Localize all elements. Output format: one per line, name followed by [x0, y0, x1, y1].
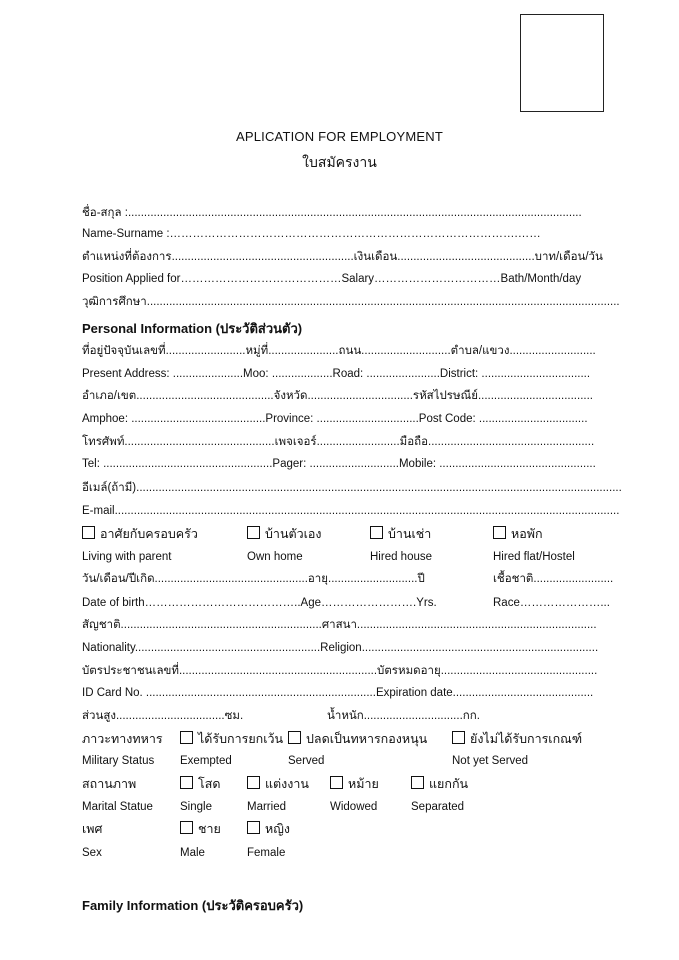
living-label-hired-house: Hired house: [370, 551, 433, 563]
birth-en-field[interactable]: Date of birth…………………………………..Age…………………….Yrs.: [82, 597, 437, 609]
living-option-family[interactable]: อาศัยกับครอบครัว: [82, 526, 198, 541]
sex-option-female[interactable]: หญิง: [247, 821, 290, 836]
marital-option-single[interactable]: โสด: [180, 776, 220, 791]
military-option-not-served[interactable]: ยังไม่ได้รับการเกณฑ์: [452, 731, 582, 746]
photo-box: [520, 14, 604, 112]
marital-option-married[interactable]: แต่งงาน: [247, 776, 309, 791]
living-option-own-home[interactable]: บ้านตัวเอง: [247, 526, 322, 541]
marital-widowed-en: Widowed: [330, 801, 378, 813]
checkbox[interactable]: [411, 776, 424, 789]
amphoe-en-field[interactable]: Amphoe: ..........................................Province: ................................Post Code: ..................................: [82, 413, 588, 425]
weight-field[interactable]: น้ำหนัก...............................กก.: [327, 710, 480, 722]
id-card-en-field[interactable]: ID Card No. ........................................................................Expiration date............................................: [82, 687, 594, 699]
checkbox[interactable]: [180, 821, 193, 834]
checkbox[interactable]: [370, 526, 383, 539]
race-en-field[interactable]: Race…………………...: [493, 597, 610, 609]
checkbox[interactable]: [288, 731, 301, 744]
marital-single-en: Single: [180, 801, 212, 813]
checkbox[interactable]: [493, 526, 506, 539]
sex-female-en: Female: [247, 847, 286, 859]
military-label-en: Military Status: [82, 755, 155, 767]
sex-label-en: Sex: [82, 847, 102, 859]
checkbox[interactable]: [180, 731, 193, 744]
checkbox[interactable]: [247, 776, 260, 789]
personal-info-heading: Personal Information (ประวัติส่วนตัว): [82, 321, 303, 336]
sex-male-en: Male: [180, 847, 205, 859]
checkbox[interactable]: [180, 776, 193, 789]
sex-option-male[interactable]: ชาย: [180, 821, 221, 836]
military-option-served[interactable]: ปลดเป็นทหารกองหนุน: [288, 731, 427, 746]
checkbox[interactable]: [452, 731, 465, 744]
checkbox[interactable]: [82, 526, 95, 539]
military-not-served-en: Not yet Served: [452, 755, 529, 767]
military-option-exempted[interactable]: ได้รับการยกเว้น: [180, 731, 283, 746]
phone-en-field[interactable]: Tel: .....................................................Pager: ............................Mobile: .................................................: [82, 458, 596, 470]
living-label-parent: Living with parent: [82, 551, 172, 563]
birth-th-field[interactable]: วัน/เดือน/ปีเกิด................................................อายุ............................ปี: [82, 573, 425, 585]
name-en-field[interactable]: Name-Surname :……………………………………………………………………………….……: [82, 228, 541, 240]
race-th-field[interactable]: เชื้อชาติ.........................: [493, 573, 614, 585]
position-en-field[interactable]: Position Applied for……………………………………Salary……………………………Bath/Month/day: [82, 273, 582, 285]
military-exempted-en: Exempted: [180, 755, 232, 767]
living-label-own-home: Own home: [247, 551, 303, 563]
marital-option-widowed[interactable]: หม้าย: [330, 776, 379, 791]
marital-label-th: สถานภาพ: [82, 777, 137, 791]
living-option-hired-house[interactable]: บ้านเช่า: [370, 526, 431, 541]
name-th-field[interactable]: ชื่อ-สกุล :..............................................................................................................................................: [82, 207, 582, 219]
military-served-en: Served: [288, 755, 325, 767]
checkbox[interactable]: [247, 821, 260, 834]
marital-option-separated[interactable]: แยกกัน: [411, 776, 468, 791]
living-label-hostel: Hired flat/Hostel: [493, 551, 575, 563]
email-en-field[interactable]: E-mail..............................................................................................................................................................: [82, 505, 620, 517]
marital-separated-en: Separated: [411, 801, 465, 813]
form-title-en: APLICATION FOR EMPLOYMENT: [235, 129, 443, 144]
marital-label-en: Marital Statue: [82, 801, 153, 813]
position-th-field[interactable]: ตำแหน่งที่ต้องการ.........................................................เงินเดือน...........................................บาท/เดือน/วัน: [82, 251, 603, 263]
military-label-th: ภาวะทางทหาร: [82, 732, 163, 746]
family-info-heading: Family Information (ประวัติครอบครัว): [82, 898, 304, 913]
checkbox[interactable]: [330, 776, 343, 789]
address-en-field[interactable]: Present Address: ......................Moo: ...................Road: .......................District: ..................................: [82, 368, 591, 380]
form-title-th: ใบสมัครงาน: [302, 154, 377, 170]
height-field[interactable]: ส่วนสูง..................................ซม.: [82, 710, 244, 722]
sex-label-th: เพศ: [82, 822, 103, 836]
nationality-en-field[interactable]: Nationality..........................................................Religion..........................................................................: [82, 642, 599, 654]
nationality-th-field[interactable]: สัญชาติ...............................................................ศาสนา...........................................................................: [82, 619, 597, 631]
education-th-field[interactable]: วุฒิการศึกษา....................................................................................................................................................: [82, 296, 620, 308]
marital-married-en: Married: [247, 801, 286, 813]
id-card-th-field[interactable]: บัตรประชาชนเลขที่..............................................................บัตรหมดอายุ.................................................: [82, 665, 598, 677]
checkbox[interactable]: [247, 526, 260, 539]
living-option-hostel[interactable]: หอพัก: [493, 526, 543, 541]
amphoe-th-field[interactable]: อำเภอ/เขต...........................................จังหวัด.................................รหัสไปรษณีย์....................................: [82, 390, 593, 402]
phone-th-field[interactable]: โทรศัพท์...............................................เพจเจอร์..........................มือถือ....................................................: [82, 436, 595, 448]
address-th-field[interactable]: ที่อยู่ปัจจุบันเลขที่.........................หมู่ที่......................ถนน............................ตำบล/แขวง...........................: [82, 345, 596, 357]
email-th-field[interactable]: อีเมล์(ถ้ามี)........................................................................................................................................................: [82, 482, 622, 494]
